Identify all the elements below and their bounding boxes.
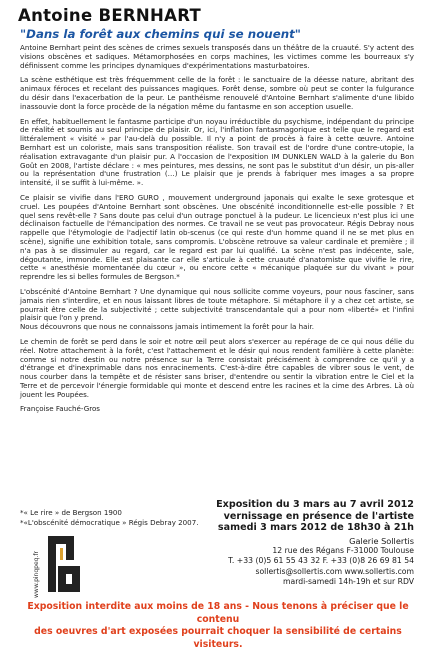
publisher-logo bbox=[44, 528, 84, 602]
opening-time: samedi 3 mars 2012 de 18h30 à 21h bbox=[217, 522, 414, 533]
age-warning bbox=[20, 601, 416, 651]
venue-address: 12 rue des Régans F-31000 Toulouse bbox=[272, 546, 414, 556]
essay-paragraph: En effet, habituellement le fantasme participe d'un noyau irréductible du psychisme, indépendant du principe de réalité et soumis au seul principe de plaisir. Or, ici, l'inflation fantasmagorique est telle que le regard est littéralement « visité » par l'au-delà du possible. Il n'y a point de procès à faire à cette œuvre. Antoine Bernhart est un coloriste, mais sans transposition réaliste. Son travail est de l'ordre d'une contre-utopie, la réalisation extravagante d'un plaisir pur. A l'occasion de l'exposition IM DUNKLEN WALD à la galerie du Bon Goût en 2008, l'artiste déclare : « mes peintures, mes dessins, ne sont pas le substitut d'un désir, un pis-aller ou la représentation d'une frustration (…) Le plaisir que je prends à fabriquer mes images a sa propre intensité, il se suffit à lui-même. ». bbox=[20, 116, 414, 188]
footnote: *« Le rire » de Bergson 1900 bbox=[20, 508, 122, 517]
essay-text bbox=[20, 44, 414, 423]
logo-mark-icon bbox=[44, 528, 84, 598]
footnote: *«L'obscénité démocratique » Régis Debray 2007. bbox=[20, 517, 199, 527]
venue-web: sollertis@sollertis.com www.sollertis.com bbox=[255, 566, 414, 576]
exhibition-title: "Dans la forêt aux chemins qui se nouent" bbox=[20, 27, 301, 41]
vernissage-line: vernissage en présence de l'artiste bbox=[223, 510, 414, 522]
exhibition-dates: Exposition du 3 mars au 7 avril 2012 bbox=[216, 499, 414, 510]
venue-hours: mardi-samedi 14h-19h et sur RDV bbox=[283, 576, 414, 586]
venue-phone: T. +33 (0)5 61 55 43 32 F. +33 (0)8 26 69 81 54 bbox=[228, 556, 414, 566]
venue-name: Galerie Sollertis bbox=[349, 536, 414, 546]
artist-name: Antoine BERNHART bbox=[18, 6, 202, 25]
warning-line: Exposition interdite aux moins de 18 ans - Nous tenons à préciser que le contenu bbox=[27, 601, 409, 625]
essay-paragraph: Antoine Bernhart peint des scènes de crimes sexuels transposés dans un théâtre de la cruauté. S'y actent des visions obscènes et sadiques. Métamorphosées en corps machines, les victimes comme les bourreaux s'y définissent comme les principes dynamiques d'expérimentations masturbatoires. bbox=[20, 43, 414, 70]
essay-signature: Françoise Fauché-Gros bbox=[20, 404, 100, 414]
venue-info bbox=[200, 536, 414, 587]
footnotes bbox=[20, 508, 198, 527]
essay-paragraph: Le chemin de forêt se perd dans le soir et notre œil peut alors s'exercer au repérage de ce qui nous délie du réel. Notre attachement à la forêt, c'est l'attachement et le désir qui nous rendent familière à cette planète: comme si notre destin ou notre présence sur la Terre consistait précisément à comprendre ce qu'il y a d'étrange et d'inexprimable dans nos enracinements. C'est-à-dire être capables de vibrer sous le vent, de nous courber dans la tempête et de résister sans briser, d'entendre ou sentir la vibration entre le Ciel et la Terre et de percevoir l'énergie formidable qui monte et descend entre les racines et la cime des Arbres. Là où jouent les Poupées. bbox=[20, 336, 414, 399]
essay-paragraph: La scène esthétique est très fréquemment celle de la forêt : le sanctuaire de la déesse nature, abritant des animaux féroces et recelant des puissances magiques. Forêt dense, sombre où peut se conter la fulgurance du désir dans l'exacerbation de la peur. Le panthéisme renouvelé d'Antoine Bernhart s'alimente d'une libido inassouvie dont la force procède de la négation même du fantasme en son acception usuelle. bbox=[20, 75, 414, 111]
warning-line: des oeuvres d'art exposées pourrait choquer la sensibilité de certains visiteurs. bbox=[34, 626, 402, 650]
essay-paragraph: L'obscénité d'Antoine Bernhart ? Une dynamique qui nous sollicite comme voyeurs, pour nous fasciner, sans jamais rien s'interdire, et en nous laissant libres de toute métaphore. Si métaphore il y a chez cet artiste, se pourrait être celle de la subjectivité ; cette subjectivité transcendantale qui a pour nom «liberté» et l'infini plaisir que l'on y prend. Nous découvrons que nous ne connaissons jamais intimement la forêt pour la hair. bbox=[20, 286, 414, 332]
essay-paragraph: Ce plaisir se vivifie dans l'ERO GURO , mouvement underground japonais qui exalte le sexe grotesque et cruel. Les poupées d'Antoine Bernhart sont obscènes. Une obscénité inconditionnelle est-elle possible ? Et quel sens revêt-elle ? Sans doute pas celui d'un outrage ponctuel à la pudeur. Le licencieux n'est plus ici une déclinaison factuelle de l'émancipation des normes. Ce travail ne se veut pas provocateur. Régis Debray nous rappelle que l'étymologie de l'adjectif latin ob-scenus (ce qui reste d'un homme quand il ne se met plus en scène), signifie une exhibition totale, sans compromis. L'obscène retrouve sa valeur cardinale et première ; il n'a pas à se dissimuler au regard, car le regard est par lui qualifié. La scène n'est pas indécente, sale, dégoutante, immonde. Elle est plaisante car elle s'articule à cette cruauté d'anatomiste que vivifie le rire, cette « anesthésie momentanée du cœur », ou encore cette « mécanique plaquée sur du vivant » pour reprendre les si belles formules de Bergson.* bbox=[20, 192, 414, 282]
exhibition-info bbox=[174, 499, 414, 534]
publisher-url: www.pinqpeq.fr bbox=[33, 551, 40, 598]
